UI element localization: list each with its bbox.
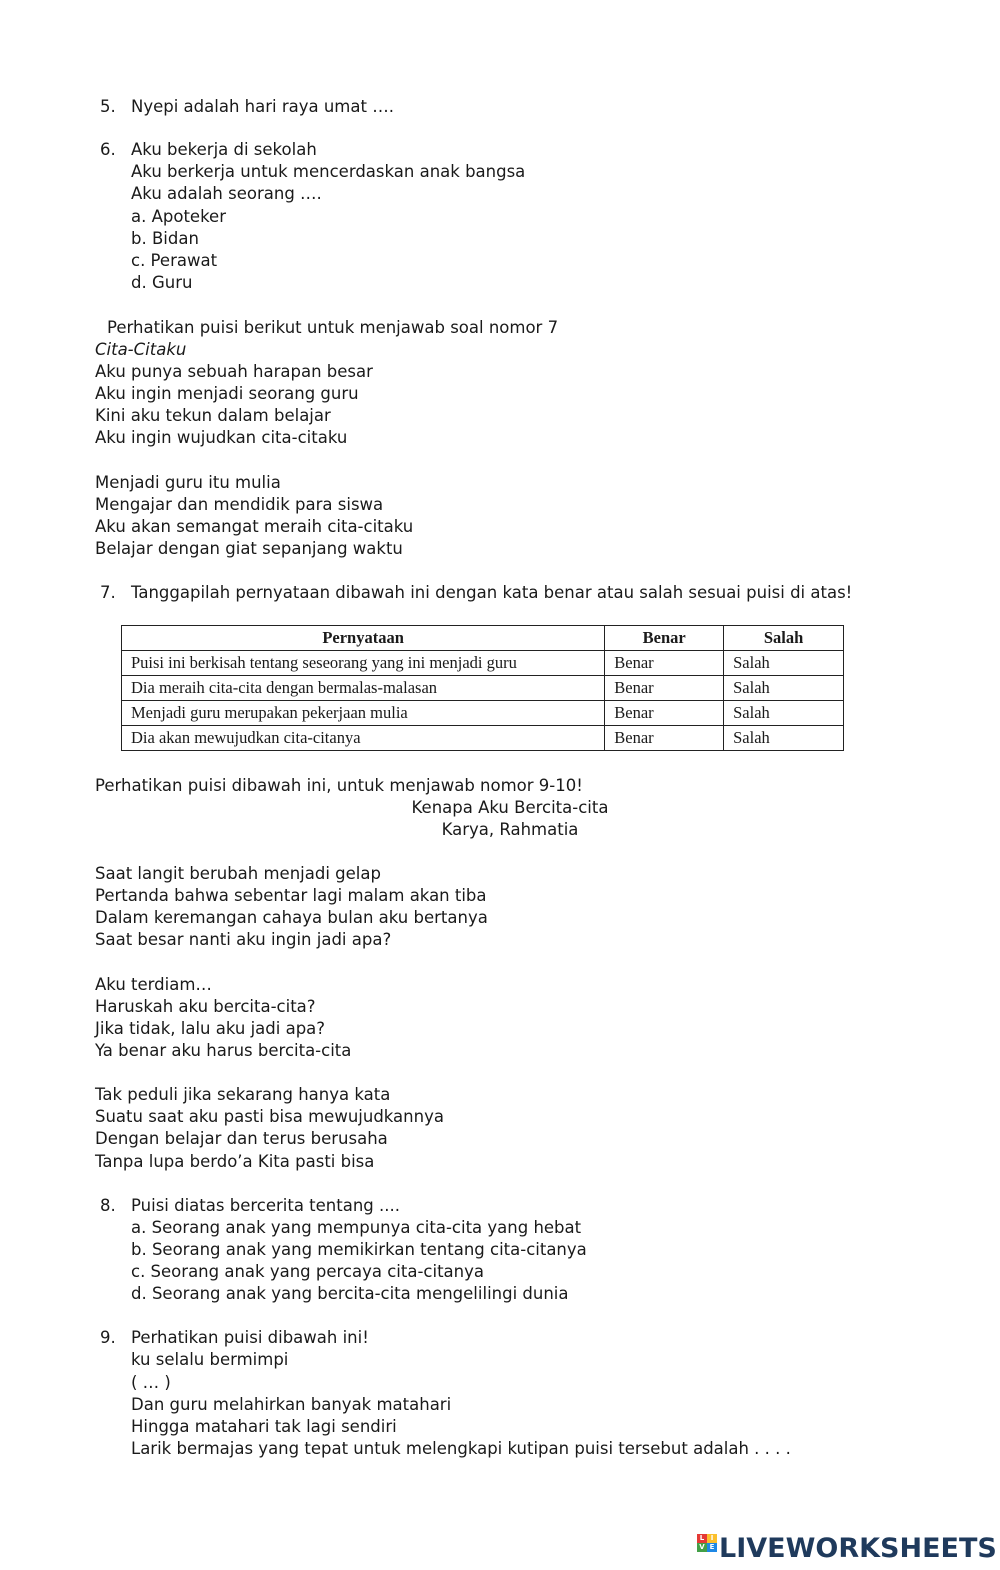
- table-header: Benar: [605, 626, 724, 651]
- benar-option[interactable]: Benar: [605, 651, 724, 676]
- poem1-line: Aku ingin wujudkan cita-citaku: [95, 428, 348, 447]
- q5-text: Nyepi adalah hari raya umat ….: [131, 97, 394, 116]
- poem2-line: Aku terdiam…: [95, 975, 212, 994]
- liveworksheets-logo[interactable]: [697, 1532, 997, 1564]
- q6-line: Aku berkerja untuk mencerdaskan anak bangsa: [131, 162, 526, 181]
- table-header: Salah: [724, 626, 844, 651]
- poem1-line: Aku akan semangat meraih cita-citaku: [95, 517, 414, 536]
- q9-line: ku selalu bermimpi: [131, 1350, 289, 1369]
- q9-line: Dan guru melahirkan banyak matahari: [131, 1395, 452, 1414]
- q8-option-a[interactable]: a. Seorang anak yang mempunya cita-cita yang hebat: [131, 1218, 582, 1237]
- logo-mark-letter: V: [697, 1543, 707, 1552]
- q9-line: Larik bermajas yang tepat untuk melengkapi kutipan puisi tersebut adalah . . . .: [131, 1439, 791, 1458]
- salah-option[interactable]: Salah: [724, 726, 844, 751]
- poem2-line: Tak peduli jika sekarang hanya kata: [95, 1085, 391, 1104]
- poem2-line: Haruskah aku bercita-cita?: [95, 997, 316, 1016]
- poem1-line: Belajar dengan giat sepanjang waktu: [95, 539, 403, 558]
- table-row: [122, 676, 844, 701]
- statement-cell: Menjadi guru merupakan pekerjaan mulia: [122, 701, 605, 726]
- statement-table: [121, 625, 844, 751]
- logo-mark-icon: [697, 1534, 717, 1562]
- q6-number: 6.: [100, 140, 116, 159]
- benar-option[interactable]: Benar: [605, 676, 724, 701]
- poem2-author: Karya, Rahmatia: [441, 820, 579, 839]
- table-row: [122, 651, 844, 676]
- salah-option[interactable]: Salah: [724, 651, 844, 676]
- table-row: [122, 726, 844, 751]
- q9-number: 9.: [100, 1328, 116, 1347]
- q5-number: 5.: [100, 97, 116, 116]
- q7-number: 7.: [100, 583, 116, 602]
- poem2-line: Pertanda bahwa sebentar lagi malam akan tiba: [95, 886, 487, 905]
- logo-mark-letter: L: [697, 1534, 707, 1543]
- q6-option-b[interactable]: b. Bidan: [131, 229, 199, 248]
- q9-text: Perhatikan puisi dibawah ini!: [131, 1328, 369, 1347]
- benar-option[interactable]: Benar: [605, 726, 724, 751]
- q6-option-a[interactable]: a. Apoteker: [131, 207, 226, 226]
- poem2-line: Suatu saat aku pasti bisa mewujudkannya: [95, 1107, 444, 1126]
- poem1-line: Kini aku tekun dalam belajar: [95, 406, 331, 425]
- statement-cell: Puisi ini berkisah tentang seseorang yang ini menjadi guru: [122, 651, 605, 676]
- q8-option-b[interactable]: b. Seorang anak yang memikirkan tentang cita-citanya: [131, 1240, 587, 1259]
- poem2-instruction: Perhatikan puisi dibawah ini, untuk menjawab nomor 9-10!: [95, 776, 583, 795]
- q6-line: Aku bekerja di sekolah: [131, 140, 317, 159]
- q8-option-c[interactable]: c. Seorang anak yang percaya cita-citanya: [131, 1262, 484, 1281]
- poem1-line: Aku punya sebuah harapan besar: [95, 362, 373, 381]
- logo-text: LIVEWORKSHEETS: [719, 1532, 997, 1564]
- q8-text: Puisi diatas bercerita tentang ....: [131, 1196, 400, 1215]
- q6-option-d[interactable]: d. Guru: [131, 273, 193, 292]
- salah-option[interactable]: Salah: [724, 676, 844, 701]
- poem1-line: Mengajar dan mendidik para siswa: [95, 495, 384, 514]
- q6-option-c[interactable]: c. Perawat: [131, 251, 218, 270]
- statement-cell: Dia akan mewujudkan cita-citanya: [122, 726, 605, 751]
- q9-line: Hingga matahari tak lagi sendiri: [131, 1417, 397, 1436]
- poem1-instruction: Perhatikan puisi berikut untuk menjawab soal nomor 7: [107, 318, 559, 337]
- poem2-line: Saat besar nanti aku ingin jadi apa?: [95, 930, 392, 949]
- poem1-title: Cita-Citaku: [95, 340, 187, 359]
- statement-cell: Dia meraih cita-cita dengan bermalas-malasan: [122, 676, 605, 701]
- q6-line: Aku adalah seorang ….: [131, 184, 322, 203]
- poem2-line: Ya benar aku harus bercita-cita: [95, 1041, 352, 1060]
- poem2-title: Kenapa Aku Bercita-cita: [411, 798, 609, 817]
- poem2-line: Saat langit berubah menjadi gelap: [95, 864, 381, 883]
- q8-number: 8.: [100, 1196, 116, 1215]
- benar-option[interactable]: Benar: [605, 701, 724, 726]
- poem2-line: Tanpa lupa berdo’a Kita pasti bisa: [95, 1152, 375, 1171]
- table-row: [122, 701, 844, 726]
- q7-text: Tanggapilah pernyataan dibawah ini dengan kata benar atau salah sesuai puisi di atas!: [131, 583, 853, 602]
- poem1-line: Aku ingin menjadi seorang guru: [95, 384, 359, 403]
- poem2-line: Dengan belajar dan terus berusaha: [95, 1129, 388, 1148]
- q8-option-d[interactable]: d. Seorang anak yang bercita-cita mengelilingi dunia: [131, 1284, 569, 1303]
- poem2-line: Dalam keremangan cahaya bulan aku bertanya: [95, 908, 488, 927]
- salah-option[interactable]: Salah: [724, 701, 844, 726]
- logo-mark-letter: I: [707, 1534, 717, 1543]
- poem2-line: Jika tidak, lalu aku jadi apa?: [95, 1019, 326, 1038]
- table-header-row: [122, 626, 844, 651]
- table-header: Pernyataan: [122, 626, 605, 651]
- poem1-line: Menjadi guru itu mulia: [95, 473, 281, 492]
- logo-mark-letter: E: [707, 1543, 717, 1552]
- q9-line: ( … ): [131, 1373, 171, 1392]
